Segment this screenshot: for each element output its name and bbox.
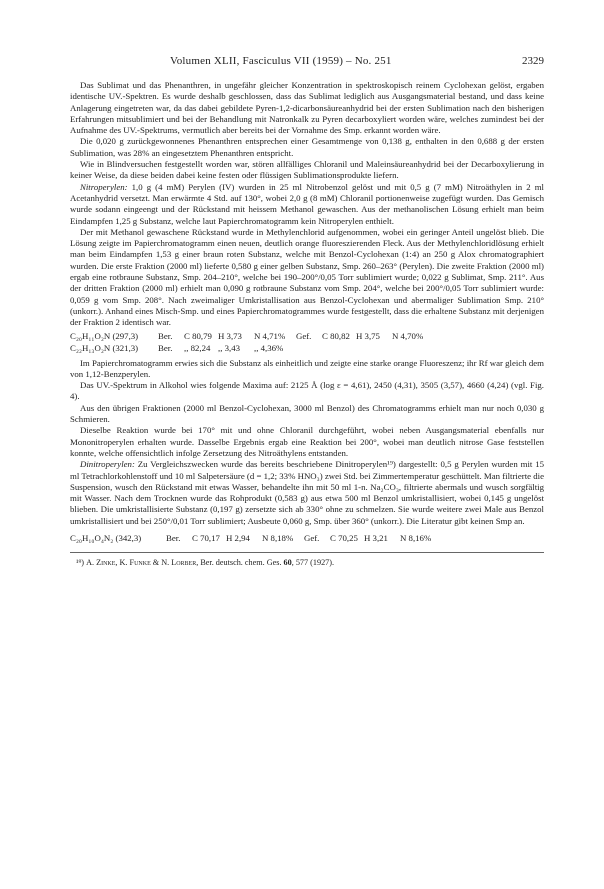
paragraph: Die 0,020 g zurückgewonnenes Phenanthren entsprechen einer Gesamtmenge von 0,138 g, enthalten in den 0,688 g der ersten Sublimation, was 28% an eingesetztem Phenanthren entspricht. (70, 136, 544, 158)
paragraph: Dieselbe Reaktion wurde bei 170° mit und ohne Chloranil durchgeführt, wobei neben Ausgangsmaterial ebenfalls nur Mononitroperylen erhalten wurde. Dasselbe Ergebnis ergab eine Reaktion bei 200°, wobei man deutlich nitrose Gase feststellen konnte, welche offensichtlich infolge Zersetzung des Nitroäthylens entstanden. (70, 425, 544, 458)
section-lead: Nitroperylen: (80, 181, 128, 192)
footnote (70, 558, 544, 568)
paragraph-dinitroperylen (70, 459, 544, 527)
footnote-source: , Ber. deutsch. chem. Ges. (196, 557, 282, 567)
paragraph-text: Zu Vergleichszwecken wurde das bereits beschriebene Dinitroperylen¹⁹) dargestellt: 0,5 g Perylen wurden mit 15 ml Tetrachlorkohlenstoff und 10 ml Salpetersäure (d = 1,2; 33% HNO₃) zwei Std. bei Zimmertemperatur geschüttelt. Man filtrierte die Suspension, wusch den Rückstand mit etwas Wasser, behandelte ihn mit 50 ml 1-n. Na₂CO₃, filtrierte abermals und wusch sorgfältig mit Wasser. Nach dem Trocknen wurde das Rohprodukt (0,583 g) aus etwa 500 ml Benzol umkristallisiert, wobei 0,145 g ungelöst blieben. Die umkristallisierte Substanz (0,197 g) zersetzte sich ab 330° ohne zu schmelzen. Sie wurde weitere zwei Male aus Benzol umkristallisiert und bei 250°/0,01 Torr sublimiert; Ausbeute 0,060 g, Smp. über 360° (unkorr.). Die Literatur gibt keinen Smp an. (70, 459, 544, 526)
section-lead: Dinitroperylen: (80, 459, 135, 470)
calc-label: Ber. (158, 342, 173, 353)
journal-title: Volumen XLII, Fasciculus VII (1959) – No. 251 (170, 55, 392, 67)
found-label: Gef. (296, 330, 312, 341)
footnote-volume: 60 (283, 557, 292, 567)
paragraph: Im Papierchromatogramm erwies sich die Substanz als einheitlich und zeigte eine starke orange Fluoreszenz; ihr Rf war gleich dem von 1,12-Benzperylen. (70, 357, 544, 379)
paragraph: Der mit Methanol gewaschene Rückstand wurde in Methylenchlorid aufgenommen, wobei ein geringer Anteil ungelöst blieb. Die Lösung zeigte im Papierchromatogramm einen neuen, deutlich orange fluoreszierenden Fleck. Aus der Methylenchloridlösung erhielt man beim Eindampfen 1,53 g einer braun roten Substanz, welche mit Benzol-Cyclohexan (1:4) an 250 g Alox chromatographiert wurden. Die erste Fraktion (2000 ml) lieferte 0,580 g einer gelben Substanz, Smp. 260–263° (Perylen). Die zweite Fraktion (2000 ml) ergab eine rotbraune Substanz, Smp. 204–210°, welche bei 190–200°/0,05 Torr sublimiert wurde; 0,022 g Sublimat, Smp. 211°. Aus der dritten Fraktion (2000 ml) erhielt man 0,090 g rotbraune Substanz vom Smp. 204°, welche bei 200°/0,05 Torr sublimiert wurde: 0,059 g vom Smp. 208°. Nach zweimaliger Umkristallisation aus Benzol-Cyclohexan und abermaliger Sublimation Smp. 210° (unkorr.). Anhand eines Misch-Smp. und eines Papierchromatogrammes wurde festgestellt, dass die erhaltene Substanz mit derjenigen der Fraktion 2 identisch war. (70, 226, 544, 328)
paragraph-nitroperylen (70, 182, 544, 227)
found-label: Gef. (304, 532, 320, 543)
formula: C₂₀H₁₀O₄N₂ (342,3) (70, 532, 142, 543)
analysis-row (70, 331, 544, 343)
paragraph: Das UV.-Spektrum in Alkohol wies folgende Maxima auf: 2125 Å (log ε = 4,61), 2450 (4,31), 3505 (3,57), 4660 (4,24) (vgl. Fig. 4). (70, 380, 544, 402)
found-n: N 4,70% (392, 330, 424, 341)
paragraph: Aus den übrigen Fraktionen (2000 ml Benzol-Cyclohexan, 3000 ml Benzol) des Chromatogramms erhielt man nur noch 0,030 g Schmieren. (70, 402, 544, 425)
calc-label: Ber. (158, 330, 173, 341)
found-c: C 80,82 (322, 330, 350, 341)
paragraph: Das Sublimat und das Phenanthren, in ungefähr gleicher Konzentration in spektroskopisch reinem Cyclohexan gelöst, ergaben identische UV.-Spektren. Es wurde deshalb geschlossen, dass das Sublimat lediglich aus Ausgangsmaterial bestand, und dass keine Anlagerung eingetreten war, da das dabei gebildete Pyren-1,2-dicarbonsäureanhydrid bei der ersten Sublimation nach den bisherigen Erfahrungen mitsublimiert und bei der Behandlung mit Natronkalk zu Pyren decarboxyliert worden wäre, welches zumindest bei der Aufnahme des UV.-Spektrums, vermutlich aber bereits bei der Vornahme des Smp. erkannt worden wäre. (70, 80, 544, 136)
running-header (70, 55, 544, 69)
calc-label: Ber. (166, 532, 181, 543)
elemental-analysis (70, 331, 544, 355)
paragraph-text: 1,0 g (4 mM) Perylen (IV) wurden in 25 ml Nitrobenzol gelöst und mit 0,5 g (7 mM) Nitroäthylen in 2 ml Acetanhydrid versetzt. Man erwärmte 4 Std. auf 130°, wobei 2,0 g (8 mM) Chloranil portionenweise zugefügt wurden. Das Gemisch wurde sodann eingeengt und der Rückstand mit heissem Methanol gewaschen. Aus der methanolischen Lösung erhielt man beim Eindampfen 1,25 g Substanz, welche laut Papierchromatogramm kein Nitroperylen enthielt. (70, 181, 544, 226)
found-c: C 70,25 (330, 532, 358, 543)
analysis-row (70, 343, 544, 355)
formula: C₂₂H₁₃O₂N (321,3) (70, 342, 139, 353)
calc-c: C 80,79 (184, 330, 212, 341)
body-text (70, 80, 544, 568)
footnote-divider (70, 552, 544, 553)
paragraph: Wie in Blindversuchen festgestellt worden war, stören allfälliges Chloranil und Maleinsäureanhydrid bei der Decarboxylierung in keiner Weise, da diese beiden dabei keine festen oder flüssigen Sublimationsprodukte liefern. (70, 159, 544, 181)
calc-c: ,, 82,24 (184, 342, 211, 353)
calc-n: N 8,18% (262, 532, 294, 543)
calc-n: ,, 4,36% (254, 342, 284, 353)
calc-h: H 3,73 (218, 330, 242, 341)
page-number: 2329 (522, 55, 544, 67)
found-h: H 3,21 (364, 532, 388, 543)
footnote-marker: ¹⁹) (76, 557, 85, 567)
calc-h: H 2,94 (226, 532, 250, 543)
calc-n: N 4,71% (254, 330, 286, 341)
elemental-analysis (70, 533, 544, 545)
calc-h: ,, 3,43 (218, 342, 240, 353)
calc-c: C 70,17 (192, 532, 220, 543)
footnote-authors: A. Zinke, K. Funke & N. Lorber (86, 557, 197, 567)
found-h: H 3,75 (356, 330, 380, 341)
footnote-pages: , 577 (1927). (291, 557, 335, 567)
formula: C₂₀H₁₁O₂N (297,3) (70, 330, 139, 341)
found-n: N 8,16% (400, 532, 432, 543)
analysis-row (70, 533, 544, 545)
